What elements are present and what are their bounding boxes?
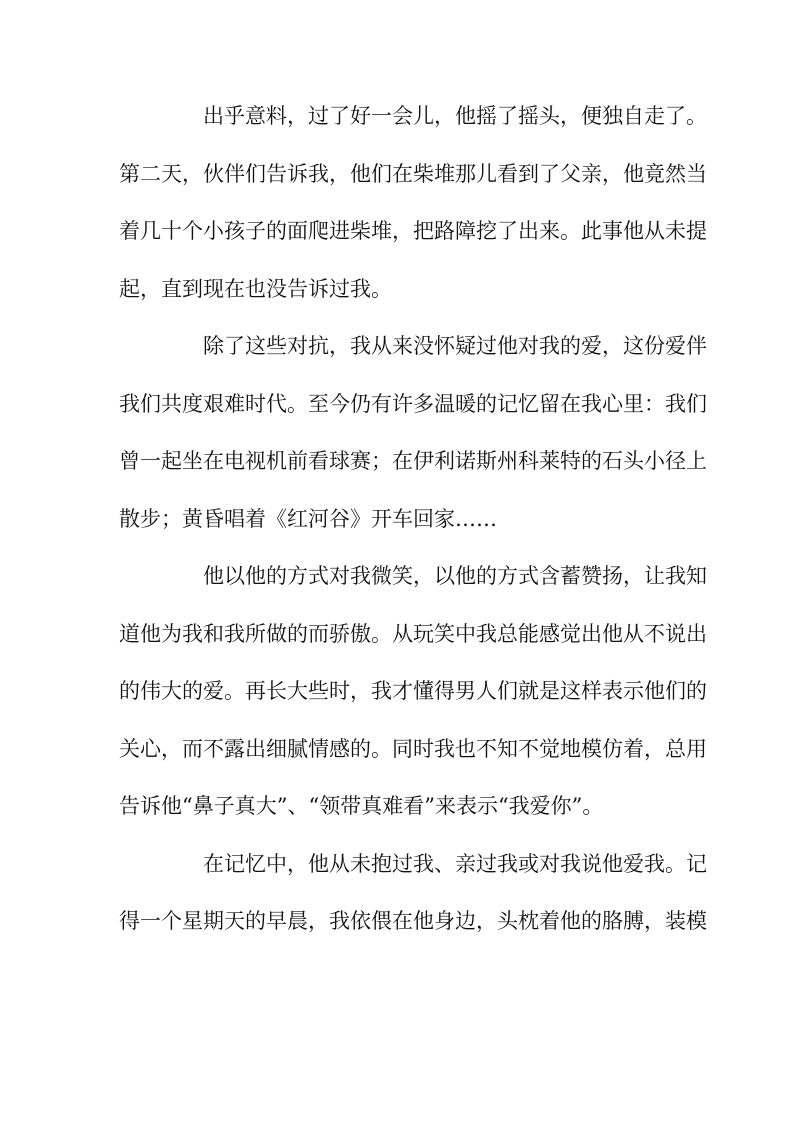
paragraph-line: 告诉他“鼻子真大”、“领带真难看”来表示“我爱你”。 — [119, 794, 604, 818]
document-page — [119, 97, 707, 960]
paragraph-line: 得一个星期天的早晨，我依偎在他身边，头枕着他的胳膊，装模 — [119, 909, 707, 933]
paragraph-line: 出乎意料，过了好一会儿，他摇了摇头，便独自走了。 — [203, 104, 707, 128]
paragraph-line: 在记忆中，他从未抱过我、亲过我或对我说他爱我。记 — [203, 851, 707, 876]
paragraph-line: 他以他的方式对我微笑，以他的方式含蓄赞扬，让我知 — [203, 564, 707, 588]
paragraph-line: 第二天，伙伴们告诉我，他们在柴堆那儿看到了父亲，他竟然当 — [119, 161, 707, 186]
paragraph-line: 散步；黄昏唱着《红河谷》开车回家…… — [119, 506, 497, 531]
paragraph-line: 着几十个小孩子的面爬进柴堆，把路障挖了出来。此事他从未提 — [119, 219, 707, 243]
paragraph-line: 起，直到现在也没告诉过我。 — [119, 276, 392, 301]
paragraph-line: 道他为我和我所做的而骄傲。从玩笑中我总能感觉出他从不说出 — [119, 621, 707, 646]
paragraph-line: 曾一起坐在电视机前看球赛；在伊利诺斯州科莱特的石头小径上 — [119, 449, 707, 473]
paragraph-line: 我们共度艰难时代。至今仍有许多温暖的记忆留在我心里：我们 — [119, 391, 707, 416]
paragraph-line: 关心，而不露出细腻情感的。同时我也不知不觉地模仿着，总用 — [119, 736, 707, 761]
paragraph-line: 除了这些对抗，我从来没怀疑过他对我的爱，这份爱伴 — [203, 334, 707, 358]
paragraph-line: 的伟大的爱。再长大些时，我才懂得男人们就是这样表示他们的 — [119, 679, 707, 703]
